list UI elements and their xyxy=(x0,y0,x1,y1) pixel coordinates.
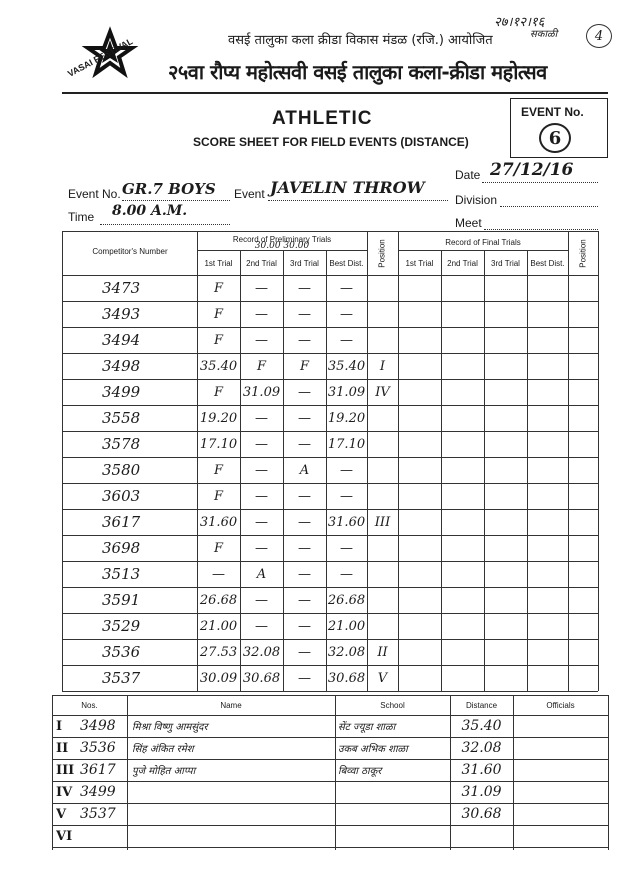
trial-cell-t3: — xyxy=(298,410,311,426)
result-cell-name xyxy=(132,825,332,847)
trial-cell-t1: 19.20 xyxy=(199,410,238,426)
trial-cell-num: 3578 xyxy=(102,435,141,453)
trial-cell-t3: — xyxy=(298,670,311,686)
trial-cell-t2: 32.08 xyxy=(242,644,281,660)
trial-cell-num: 3617 xyxy=(102,513,141,531)
result-cell-school: सेंट ज्यूडा शाळा xyxy=(338,722,396,733)
result-cell-rank: IV xyxy=(56,784,73,800)
prelim-header: Record of Preliminary Trials xyxy=(232,234,332,244)
result-cell-distance: 31.09 xyxy=(461,784,502,800)
final-trial-1: 1st Trial xyxy=(405,258,434,268)
trial-cell-t1: 21.00 xyxy=(199,618,238,634)
trial-cell-t1: 26.68 xyxy=(199,592,238,608)
result-cell-distance: 35.40 xyxy=(461,718,502,734)
trial-cell-t2: A xyxy=(256,566,267,582)
time-value: 8.00 A.M. xyxy=(112,203,188,219)
trial-cell-pos xyxy=(367,535,398,561)
trial-cell-t2: — xyxy=(255,410,268,426)
result-cell-distance: 30.68 xyxy=(461,806,502,822)
officials-header: Officials xyxy=(546,700,575,710)
result-cell-name xyxy=(132,803,332,825)
trial-cell-pos xyxy=(367,613,398,639)
trial-cell-t3: — xyxy=(298,644,311,660)
result-cell-school xyxy=(338,803,450,825)
final-trial-2: 2nd Trial xyxy=(447,258,478,268)
trial-cell-num: 3603 xyxy=(102,487,141,505)
trial-cell-best: — xyxy=(340,332,353,348)
page-number xyxy=(586,24,612,48)
trial-cell-pos: IV xyxy=(375,384,390,400)
result-cell-rank: VI xyxy=(56,828,73,844)
trial-cell-t3: — xyxy=(298,332,311,348)
trial-cell-t3: — xyxy=(298,514,311,530)
time-label: Time xyxy=(68,210,95,224)
final-trial-3: 3rd Trial xyxy=(491,258,520,268)
trial-cell-pos xyxy=(367,431,398,457)
organizer-line: वसई तालुका कला क्रीडा विकास मंडळ (रजि.) आयोजित xyxy=(228,33,493,48)
result-cell-no xyxy=(80,825,127,847)
result-cell-school xyxy=(338,781,450,803)
distance-header: Distance xyxy=(465,700,498,710)
event-no-value: GR.7 BOYS xyxy=(122,180,216,198)
trial-cell-best: 32.08 xyxy=(327,644,366,660)
trial-cell-best: 35.40 xyxy=(327,358,366,374)
trial-cell-best: 17.10 xyxy=(327,436,366,452)
trial-cell-t1: 30.09 xyxy=(199,670,238,686)
trial-cell-t2: F xyxy=(256,358,267,374)
trial-cell-t2: — xyxy=(255,332,268,348)
trial-cell-num: 3698 xyxy=(102,539,141,557)
trial-cell-pos xyxy=(367,587,398,613)
prelim-best: Best Dist. xyxy=(329,258,364,268)
final-best: Best Dist. xyxy=(530,258,565,268)
trial-cell-num: 3591 xyxy=(102,591,141,609)
trial-cell-pos xyxy=(367,457,398,483)
trial-cell-best: 26.68 xyxy=(327,592,366,608)
trial-cell-t3: — xyxy=(298,436,311,452)
trial-cell-t1: 27.53 xyxy=(199,644,238,660)
sheet-title: ATHLETIC xyxy=(272,108,373,129)
trial-cell-t2: — xyxy=(255,462,268,478)
competitor-header: Competitor's Number xyxy=(92,246,168,256)
trial-cell-pos: II xyxy=(377,644,388,660)
result-cell-school xyxy=(338,825,450,847)
result-cell-no: 3617 xyxy=(80,762,116,778)
trial-cell-t3: — xyxy=(298,384,311,400)
trial-cell-t1: F xyxy=(213,332,224,348)
trial-cell-num: 3558 xyxy=(102,409,141,427)
trial-cell-pos xyxy=(367,483,398,509)
trial-cell-best: — xyxy=(340,566,353,582)
trial-cell-t2: — xyxy=(255,488,268,504)
final-header: Record of Final Trials xyxy=(445,237,521,247)
result-cell-rank: II xyxy=(56,740,69,756)
trial-cell-t2: — xyxy=(255,540,268,556)
trial-cell-pos xyxy=(367,275,398,301)
trial-cell-pos: III xyxy=(374,514,391,530)
trial-cell-t2: 31.09 xyxy=(242,384,281,400)
event-number-label: EVENT No. xyxy=(521,105,584,119)
corner-note-date: २७।१२।१६ xyxy=(494,15,545,30)
trial-cell-best: 30.68 xyxy=(327,670,366,686)
trial-cell-num: 3529 xyxy=(102,617,141,635)
trial-cell-t1: F xyxy=(213,384,224,400)
result-cell-no: 3537 xyxy=(80,806,116,822)
corner-note-time: सकाळी xyxy=(530,29,558,40)
trial-cell-t3: — xyxy=(298,488,311,504)
trial-cell-best: — xyxy=(340,540,353,556)
date-label: Date xyxy=(455,168,481,182)
trial-cell-num: 3536 xyxy=(102,643,141,661)
position-header-1: Position xyxy=(378,238,387,268)
trial-cell-best: — xyxy=(340,280,353,296)
result-cell-rank: III xyxy=(56,762,75,778)
event-no-label: Event No. xyxy=(68,187,121,201)
trial-cell-t2: 30.68 xyxy=(242,670,281,686)
event-number-box xyxy=(510,98,608,158)
trial-cell-t2: — xyxy=(255,306,268,322)
position-header-2: Position xyxy=(578,238,588,268)
result-cell-distance xyxy=(450,825,513,847)
prelim-trial-3: 3rd Trial xyxy=(290,258,319,268)
trial-cell-t3: — xyxy=(298,540,311,556)
trial-cell-t3: — xyxy=(298,566,311,582)
result-cell-no: 3499 xyxy=(80,784,116,800)
result-cell-school: बिव्वा ठाकूर xyxy=(338,766,382,777)
trial-cell-best: 19.20 xyxy=(327,410,366,426)
trial-cell-t1: F xyxy=(213,488,224,504)
result-cell-distance: 32.08 xyxy=(461,740,502,756)
date-value: 27/12/16 xyxy=(490,160,574,180)
trial-cell-best: — xyxy=(340,462,353,478)
trial-cell-pos xyxy=(367,301,398,327)
trial-cell-best: 31.09 xyxy=(327,384,366,400)
result-cell-name: मिश्रा विष्णु आमसुंदर xyxy=(132,722,208,733)
meet-label: Meet xyxy=(455,216,482,230)
trial-cell-num: 3580 xyxy=(102,461,141,479)
trial-cell-best: — xyxy=(340,488,353,504)
event-number-circle xyxy=(539,123,571,153)
event-value: JAVELIN THROW xyxy=(270,178,425,197)
trial-cell-best: 31.60 xyxy=(327,514,366,530)
school-header: School xyxy=(380,700,405,710)
event-number-value: 6 xyxy=(548,127,562,149)
prelim-trial-2: 2nd Trial xyxy=(246,258,277,268)
trial-cell-t3: A xyxy=(299,462,310,478)
trial-cell-num: 3513 xyxy=(102,565,141,583)
trial-cell-t1: F xyxy=(213,306,224,322)
trial-cell-pos xyxy=(367,405,398,431)
trial-cell-t3: F xyxy=(299,358,310,374)
sheet-subtitle: SCORE SHEET FOR FIELD EVENTS (DISTANCE) xyxy=(193,135,469,149)
prelim-note: 30.00 30.00 xyxy=(254,241,310,251)
result-cell-school: उकब अभिक शाळा xyxy=(338,744,408,755)
trial-cell-num: 3493 xyxy=(102,305,141,323)
event-label: Event xyxy=(234,187,265,201)
trial-cell-num: 3537 xyxy=(102,669,141,687)
festival-title: २५वा रौप्य महोत्सवी वसई तालुका कला-क्रीडा महोत्सव xyxy=(168,60,547,84)
name-header: Name xyxy=(220,700,242,710)
trial-cell-t1: F xyxy=(213,540,224,556)
result-cell-name: सिंह अंकित रमेश xyxy=(132,744,194,755)
trial-cell-pos xyxy=(367,327,398,353)
trial-cell-t1: F xyxy=(213,462,224,478)
trial-cell-t3: — xyxy=(298,592,311,608)
result-cell-no: 3498 xyxy=(80,718,116,734)
trial-cell-t1: F xyxy=(213,280,224,296)
division-label: Division xyxy=(455,193,498,207)
trial-cell-num: 3494 xyxy=(102,331,141,349)
result-cell-no: 3536 xyxy=(80,740,116,756)
trial-cell-best: — xyxy=(340,306,353,322)
trial-cell-t1: 35.40 xyxy=(199,358,238,374)
result-cell-distance: 31.60 xyxy=(461,762,502,778)
logo-text: VASAI FESTIVAL xyxy=(66,36,135,79)
trial-cell-pos xyxy=(367,561,398,587)
trial-cell-t3: — xyxy=(298,306,311,322)
prelim-trial-1: 1st Trial xyxy=(204,258,233,268)
result-cell-rank: I xyxy=(56,718,63,734)
trial-cell-num: 3499 xyxy=(102,383,141,401)
trial-cell-t3: — xyxy=(298,280,311,296)
nos-header: Nos. xyxy=(81,700,98,710)
trial-cell-t2: — xyxy=(255,280,268,296)
trial-cell-t2: — xyxy=(255,618,268,634)
trial-cell-t1: 31.60 xyxy=(199,514,238,530)
result-cell-name: पुजे मोहित आप्पा xyxy=(132,766,196,777)
page-number-text: 4 xyxy=(594,28,604,44)
trial-cell-num: 3473 xyxy=(102,279,141,297)
trial-cell-t1: 17.10 xyxy=(199,436,238,452)
trial-cell-pos: I xyxy=(379,358,386,374)
trial-cell-best: 21.00 xyxy=(327,618,366,634)
trial-cell-num: 3498 xyxy=(102,357,141,375)
trial-cell-t2: — xyxy=(255,514,268,530)
trial-cell-t2: — xyxy=(255,436,268,452)
result-cell-rank: V xyxy=(56,806,67,822)
trial-cell-pos: V xyxy=(377,670,388,686)
result-cell-name xyxy=(132,781,332,803)
trial-cell-t3: — xyxy=(298,618,311,634)
trial-cell-t1: — xyxy=(212,566,225,582)
trial-cell-t2: — xyxy=(255,592,268,608)
